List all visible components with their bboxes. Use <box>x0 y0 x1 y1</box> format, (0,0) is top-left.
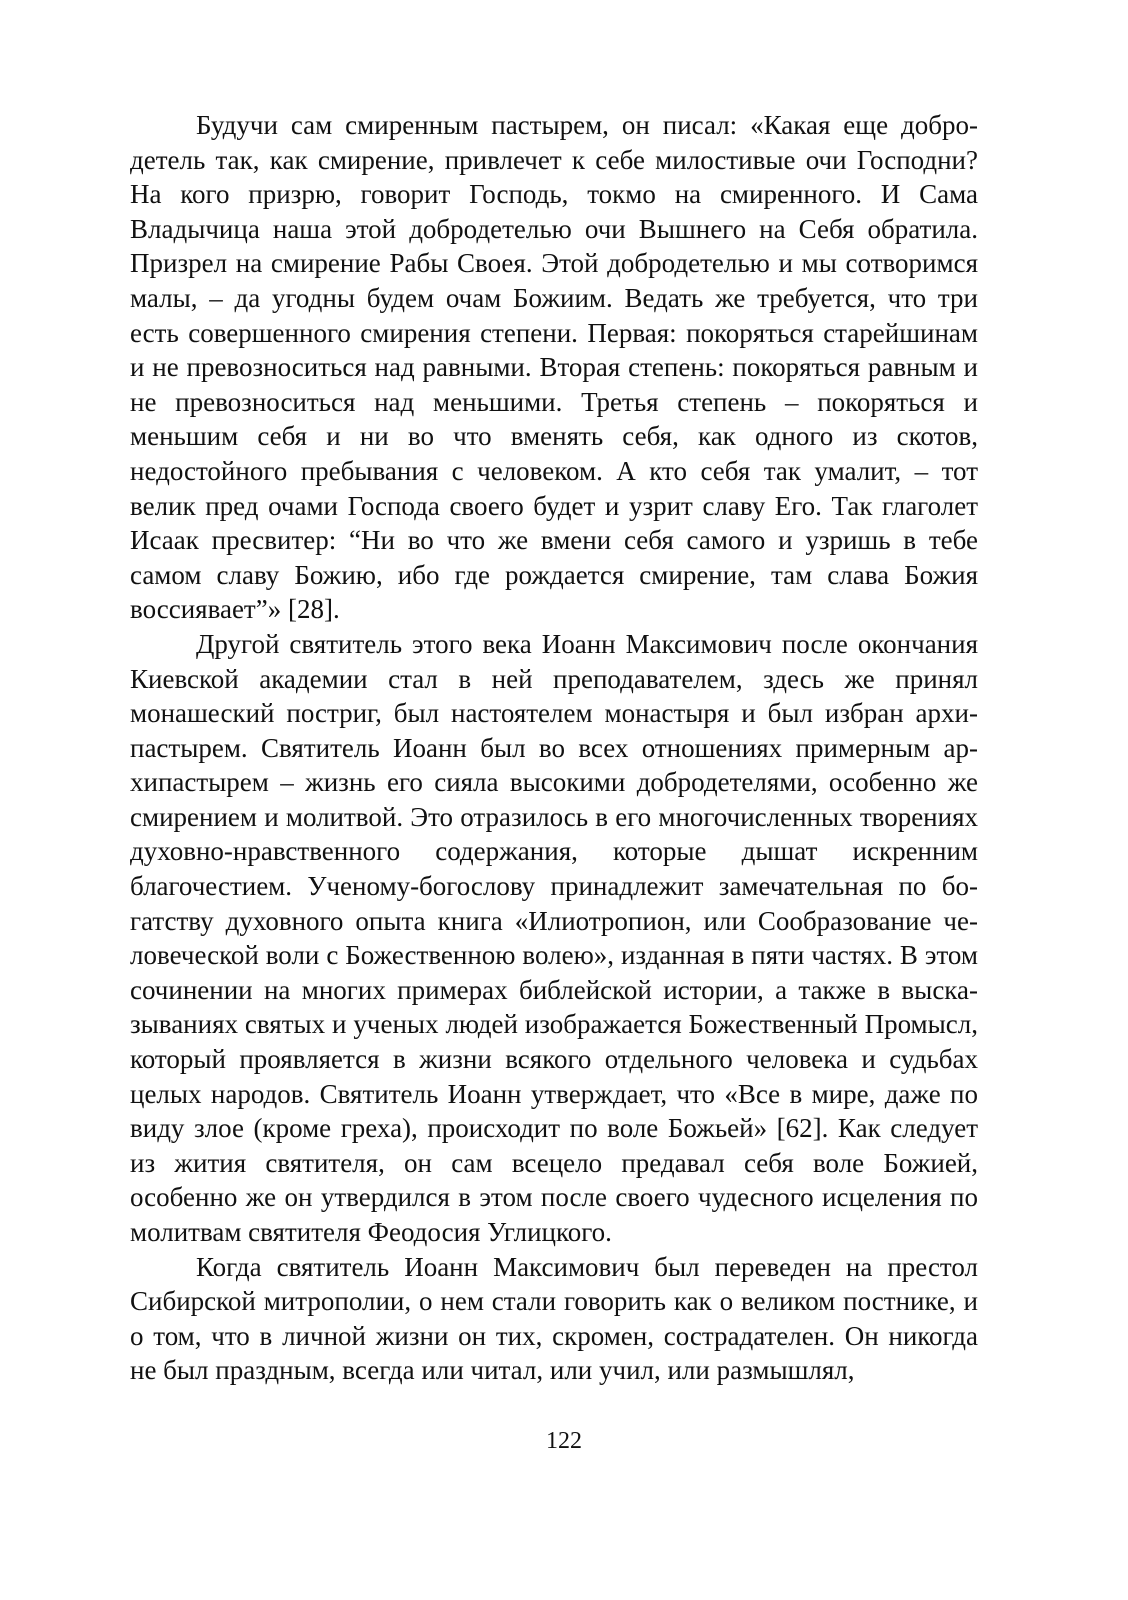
paragraph-2: Другой святитель этого века Иоанн Максимович после окончания Киевской академии стал в ней преподавателем, здесь же принял монашеский постриг, был настоятелем монастыря и был избран архипастырем. Святитель Иоанн был во всех отношениях примерным архипастырем – жизнь его сияла высокими добродетелями, особенно же смирением и молитвой. Это отразилось в его многочисленных творениях духовно-нравственного содержания, которые дышат искренним благочестием. Ученому-богослову принадлежит замечательная по богатству духовного опыта книга «Илиотропион, или Сообразование человеческой воли с Божественною волею», изданная в пяти частях. В этом сочинении на многих примерах библейской истории, а также в высказываниях святых и ученых людей изображается Божественный Промысл, который проявляется в жизни всякого отдельного человека и судьбах целых народов. Святитель Иоанн утверждает, что «Все в мире, даже по виду злое (кроме греха), происходит по воле Божьей» [62]. Как следует из жития святителя, он сам всецело предавал себя воле Божией, особенно же он утвердился в этом после своего чудесного исцеления по молитвам святителя Феодосия Углицкого. <box>130 628 978 1247</box>
paragraph-1: Будучи сам смиренным пастырем, он писал: «Какая еще добродетель так, как смирение, привлечет к себе милостивые очи Господни? На кого призрю, говорит Господь, токмо на смиренного. И Сама Владычица наша этой добродетелью очи Вышнего на Себя обратила. Призрел на смирение Рабы Своея. Этой добродетелью и мы сотворимся малы, – да угодны будем очам Божиим. Ведать же требуется, что три есть совершенного смирения степени. Первая: покоряться старейшинам и не превозноситься над равными. Вторая степень: покоряться равным и не превозноситься над меньшими. Третья степень – покоряться и меньшим себя и ни во что вменять себя, как одного из скотов, недостойного пребывания с человеком. А кто себя так умалит, – тот велик пред очами Господа своего будет и узрит славу Его. Так глаголет Исаак пресвитер: “Ни во что же вмени себя самого и узришь в тебе самом славу Божию, ибо где рождается смирение, там слава Божия воссиявает”» [28]. <box>130 110 978 625</box>
page-body <box>130 108 978 1388</box>
page-number: 122 <box>546 1428 582 1454</box>
paragraph-3: Когда святитель Иоанн Максимович был переведен на престол Сибирской митрополии, о нем стали говорить как о великом постнике, и о том, что в личной жизни он тих, скромен, сострадателен. Он никогда не был праздным, всегда или читал, или учил, или размышлял, <box>130 1251 978 1386</box>
